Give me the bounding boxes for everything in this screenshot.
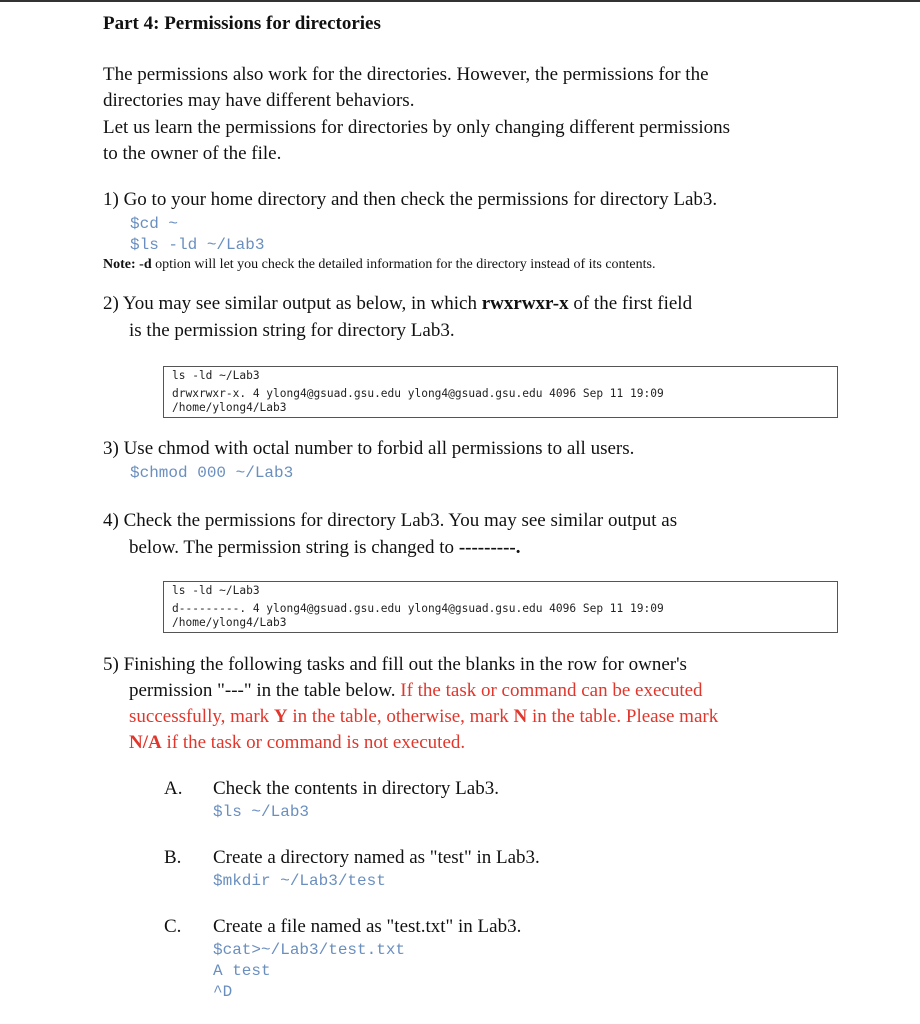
intro-line-3: Let us learn the permissions for directories by only changing different permissions	[103, 117, 731, 138]
note-option: -d	[139, 257, 152, 272]
step5-line-4: N/A if the task or command is not executed.	[129, 732, 466, 753]
task-a-cmd: $ls ~/Lab3	[213, 803, 310, 821]
task-b-cmd: $mkdir ~/Lab3/test	[213, 872, 386, 890]
output-line: d---------. 4 ylong4@gsuad.gsu.edu ylong4@gsuad.gsu.edu 4096 Sep 11 19:09	[172, 601, 664, 615]
step2-line-1: 2) You may see similar output as below, in which rwxrwxr-x of the first field	[103, 293, 693, 314]
step1-cmd-ls: $ls -ld ~/Lab3	[130, 236, 265, 254]
step4-line-2: below. The permission string is changed to ---------.	[129, 537, 521, 558]
step3-text: 3) Use chmod with octal number to forbid all permissions to all users.	[103, 438, 635, 459]
top-border	[0, 0, 920, 2]
note-text: option will let you check the detailed information for the directory instead of its contents.	[151, 257, 656, 272]
output-line: /home/ylong4/Lab3	[172, 401, 287, 414]
step2-line-2: is the permission string for directory Lab3.	[129, 320, 455, 341]
step5-line-2: permission "---" in the table below. If the task or command can be executed	[129, 680, 703, 701]
task-c-cmd-3: ^D	[213, 983, 233, 1001]
task-b-text: Create a directory named as "test" in Lab3.	[213, 847, 540, 868]
intro-line-2: directories may have different behaviors.	[103, 90, 415, 111]
output-line: ls -ld ~/Lab3	[172, 369, 260, 382]
intro-line-4: to the owner of the file.	[103, 143, 282, 164]
output-line: /home/ylong4/Lab3	[172, 616, 287, 629]
task-a-label: A.	[164, 778, 183, 799]
output-line: ls -ld ~/Lab3	[172, 584, 260, 597]
step1-text: 1) Go to your home directory and then check the permissions for directory Lab3.	[103, 189, 718, 210]
task-c-text: Create a file named as "test.txt" in Lab3.	[213, 916, 522, 937]
task-b-label: B.	[164, 847, 182, 868]
section-title: Part 4: Permissions for directories	[103, 13, 381, 34]
output-box-1	[163, 366, 838, 418]
perm-string-rwx: rwxrwxr-x	[481, 293, 569, 314]
step5-line-3: successfully, mark Y in the table, otherwise, mark N in the table. Please mark	[129, 706, 719, 727]
step1-note: Note: -d option will let you check the detailed information for the directory instead of its contents.	[103, 257, 656, 272]
step5-line-1: 5) Finishing the following tasks and fill out the blanks in the row for owner's	[103, 654, 687, 675]
task-c-cmd-1: $cat>~/Lab3/test.txt	[213, 941, 406, 959]
perm-string-none: ---------.	[458, 537, 521, 558]
output-line: drwxrwxr-x. 4 ylong4@gsuad.gsu.edu ylong4@gsuad.gsu.edu 4096 Sep 11 19:09	[172, 386, 664, 400]
step1-cmd-cd: $cd ~	[130, 215, 179, 233]
task-c-cmd-2: A test	[213, 962, 271, 980]
note-label: Note	[103, 257, 131, 272]
step3-cmd: $chmod 000 ~/Lab3	[130, 464, 294, 482]
intro-line-1: The permissions also work for the directories. However, the permissions for the	[103, 64, 709, 85]
output-box-2	[163, 581, 838, 633]
task-a-text: Check the contents in directory Lab3.	[213, 778, 499, 799]
task-c-label: C.	[164, 916, 182, 937]
step4-line-1: 4) Check the permissions for directory Lab3. You may see similar output as	[103, 510, 678, 531]
